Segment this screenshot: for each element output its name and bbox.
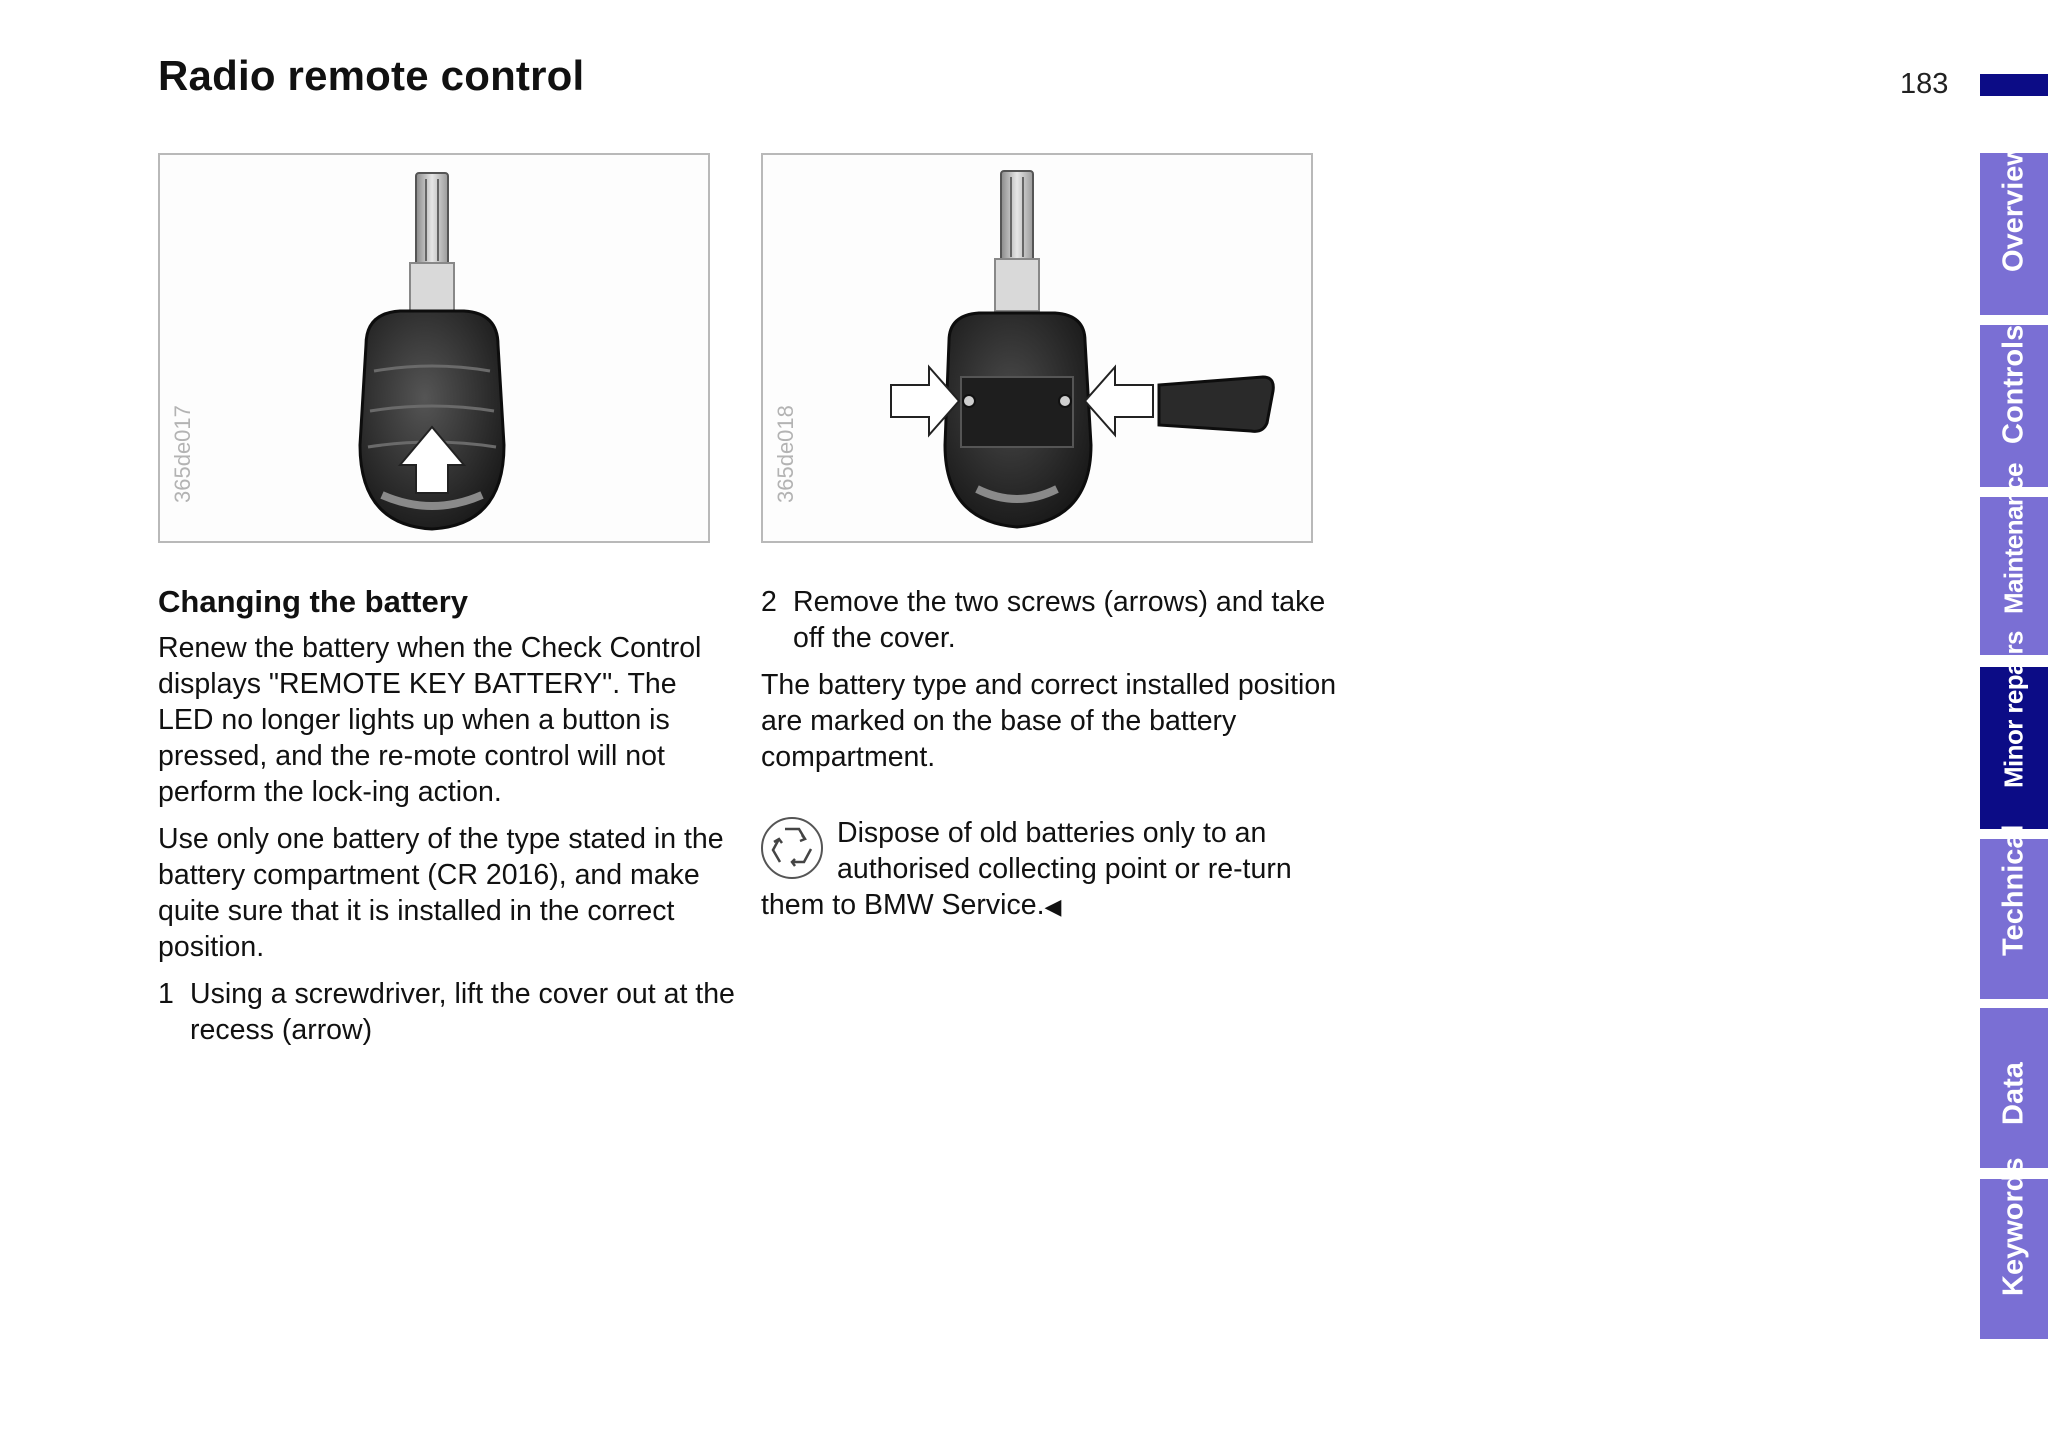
step-item (158, 976, 738, 1048)
remote-key-illustration (763, 155, 1313, 543)
tab-minor-repairs[interactable] (1980, 631, 2048, 829)
tab-label: Overview (1997, 143, 2030, 272)
tab-label: Keywords (1997, 1157, 2030, 1296)
paragraph: Renew the battery when the Check Control displays "REMOTE KEY BATTERY". The LED no longer lights up when a button is pressed, and the re-mote control will not perform the lock-ing action. (158, 632, 702, 808)
tab-label: Minor repairs (1998, 631, 2029, 788)
tab-overview[interactable] (1980, 143, 2048, 315)
step-item (761, 584, 1341, 656)
tab-label: Maintenance (1998, 463, 2029, 614)
figure-code: 365de018 (773, 405, 798, 503)
remote-key-illustration (160, 155, 710, 543)
recycle-note (761, 815, 1341, 925)
page-number: 183 (1900, 68, 1949, 100)
step-text: Remove the two screws (arrows) and take off the cover. (793, 586, 1326, 654)
tab-label: Controls (1997, 324, 2030, 444)
tab-keywords[interactable] (1980, 1157, 2048, 1339)
paragraph: The battery type and correct installed position are marked on the base of the battery compartment. (761, 669, 1337, 773)
right-column (761, 584, 1341, 925)
tab-label: Technical (1997, 824, 2030, 956)
tab-data[interactable] (1980, 1008, 2048, 1168)
end-mark: ◀ (1044, 894, 1062, 919)
recycle-text: Dispose of old batteries only to an authorised collecting point or re-turn them to BMW Service. (761, 817, 1292, 921)
paragraph: Use only one battery of the type stated in the battery compartment (CR 2016), and make quite sure that it is installed in the correct position. (158, 823, 724, 963)
figure-code: 365de017 (170, 405, 195, 503)
page-number-bar (1980, 74, 2048, 96)
step-number: 1 (158, 978, 174, 1010)
figure-key-cover-recess (158, 153, 710, 543)
page-title: Radio remote control (158, 52, 585, 99)
section-heading: Changing the battery (158, 584, 469, 619)
recycle-icon (759, 815, 825, 881)
step-number: 2 (761, 586, 777, 618)
tab-label: Data (1997, 1062, 2030, 1125)
left-column (158, 582, 738, 1059)
figure-key-screws (761, 153, 1313, 543)
tab-technical[interactable] (1980, 824, 2048, 999)
step-text: Using a screwdriver, lift the cover out at the recess (arrow) (190, 978, 735, 1046)
